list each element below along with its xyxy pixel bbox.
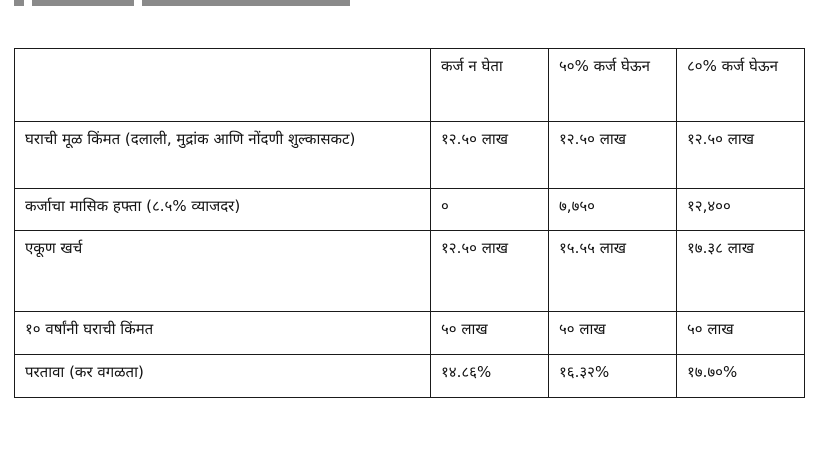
row-label: परतावा (कर वगळता): [25, 363, 144, 381]
header-cell-no-loan: [431, 49, 549, 122]
table-row: [15, 312, 805, 355]
value-cell: [549, 355, 677, 398]
value-cell: [677, 189, 805, 231]
cell-value: १२.५० लाख: [559, 130, 627, 148]
cell-value: १६.३२%: [559, 363, 610, 381]
row-label-cell: [15, 122, 431, 189]
row-label: १० वर्षांनी घराची किंमत: [25, 320, 154, 338]
cell-value: १४.८६%: [441, 363, 492, 381]
cell-value: ५० लाख: [559, 320, 606, 338]
cell-value: १२.५० लाख: [441, 130, 509, 148]
value-cell: [431, 189, 549, 231]
header-cell-80-loan: [677, 49, 805, 122]
row-label-cell: [15, 231, 431, 312]
header-label: ८०% कर्ज घेऊन: [687, 57, 779, 75]
row-label: घराची मूळ किंमत (दलाली, मुद्रांक आणि नोंदणी शुल्कासकट): [25, 130, 356, 148]
cell-value: १७.७०%: [687, 363, 738, 381]
cell-value: ५० लाख: [441, 320, 488, 338]
value-cell: [549, 122, 677, 189]
table-row: [15, 122, 805, 189]
value-cell: [431, 312, 549, 355]
header-label: कर्ज न घेता: [441, 57, 503, 75]
row-label-cell: [15, 312, 431, 355]
cropped-heading-fragment: [14, 0, 350, 6]
header-cell-50-loan: [549, 49, 677, 122]
header-label: ५०% कर्ज घेऊन: [559, 57, 651, 75]
cell-value: १२.५० लाख: [441, 239, 509, 257]
row-label-cell: [15, 189, 431, 231]
cell-value: १२,४००: [687, 197, 731, 215]
row-label: कर्जाचा मासिक हफ्ता (८.५% व्याजदर): [25, 197, 241, 215]
value-cell: [677, 122, 805, 189]
value-cell: [549, 312, 677, 355]
table-row: [15, 189, 805, 231]
table-row: [15, 231, 805, 312]
cell-value: १२.५० लाख: [687, 130, 755, 148]
header-cell-empty: [15, 49, 431, 122]
table-header-row: [15, 49, 805, 122]
value-cell: [431, 122, 549, 189]
cell-value: ५० लाख: [687, 320, 734, 338]
value-cell: [431, 355, 549, 398]
cell-value: ०: [441, 197, 449, 215]
cell-value: ७,७५०: [559, 197, 595, 215]
value-cell: [431, 231, 549, 312]
row-label: एकूण खर्च: [25, 239, 83, 257]
table-row: [15, 355, 805, 398]
row-label-cell: [15, 355, 431, 398]
value-cell: [677, 312, 805, 355]
cell-value: १५.५५ लाख: [559, 239, 627, 257]
loan-comparison-table: [14, 48, 805, 398]
value-cell: [549, 231, 677, 312]
value-cell: [677, 355, 805, 398]
value-cell: [549, 189, 677, 231]
cell-value: १७.३८ लाख: [687, 239, 755, 257]
value-cell: [677, 231, 805, 312]
